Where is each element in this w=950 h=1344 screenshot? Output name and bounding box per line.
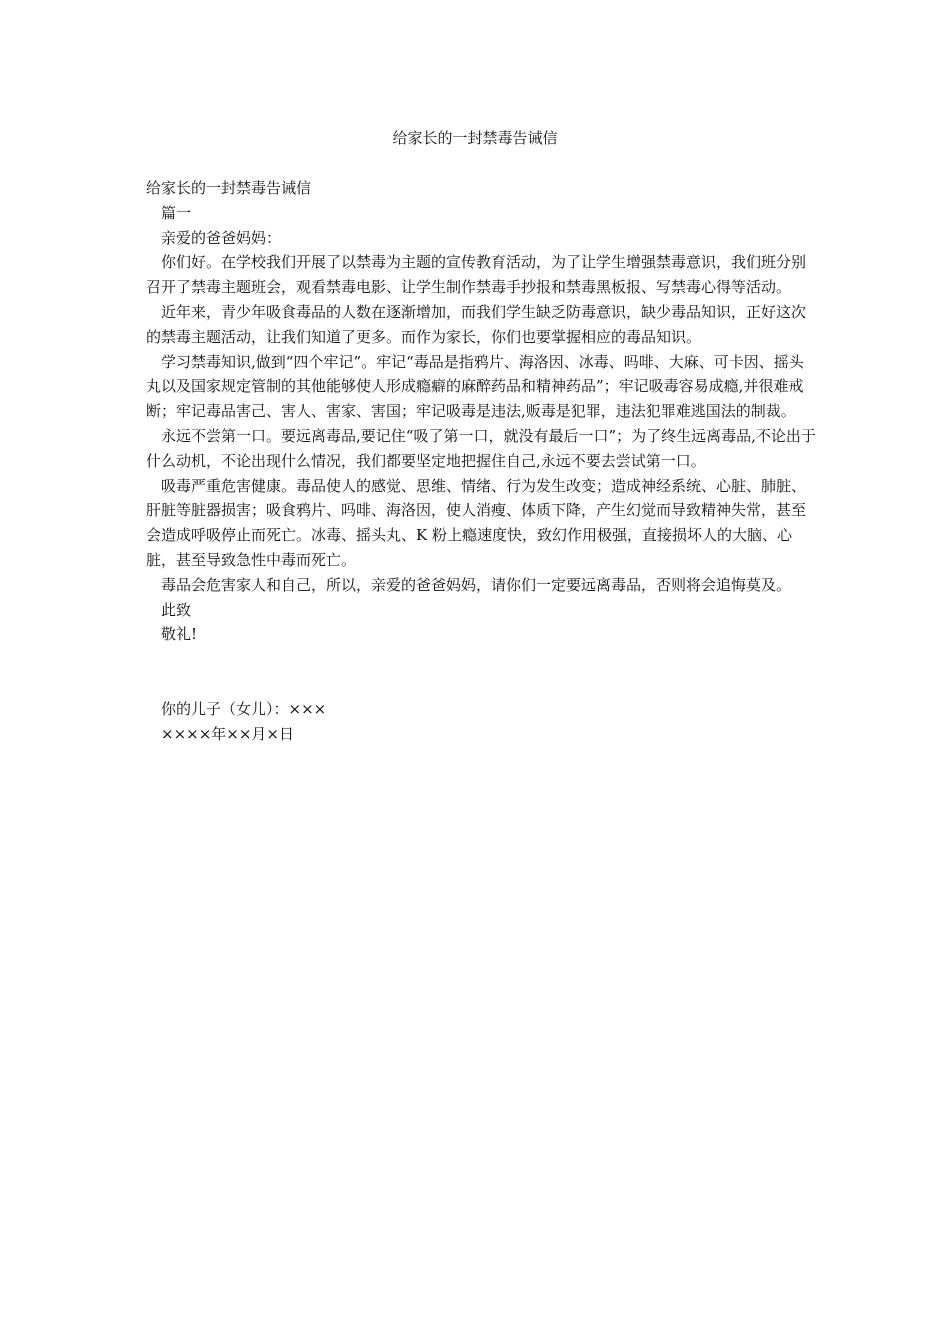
spacer [146,647,816,697]
signature: 你的儿子（女儿）：××× [161,700,327,719]
letter-heading: 给家长的一封禁毒告诫信 [146,179,312,197]
section-label: 篇一 [161,203,192,222]
paragraph: 近年来，青少年吸食毒品的人数在逐渐增加，而我们学生缺乏防毒意识，缺少毒品知识，正好这次的禁毒主题活动，让我们知道了更多。而作为家长，你们也要掌握相应的毒品知识。 [146,302,807,346]
paragraph: 永远不尝第一口。要远离毒品,要记住“吸了第一口，就没有最后一口”；为了终生远离毒品,不论出于什么动机，不论出现什么情况，我们都要坚定地把握住自己,永远不要去尝试第一口。 [146,426,816,470]
paragraph: 你们好。在学校我们开展了以禁毒为主题的宣传教育活动，为了让学生增强禁毒意识，我们班分别召开了禁毒主题班会，观看禁毒电影、让学生制作禁毒手抄报和禁毒黑板报、写禁毒心得等活动。 [146,253,807,297]
salutation: 亲爱的爸爸妈妈： [161,228,282,247]
paragraph: 学习禁毒知识,做到“四个牢记”。牢记“毒品是指鸦片、海洛因、冰毒、吗啡、大麻、可卡因、摇头丸以及国家规定管制的其他能够使人形成瘾癖的麻醉药品和精神药品”；牢记吸毒容易成瘾,并很难戒断；牢记毒品害己、害人、害家、害国；牢记吸毒是违法,贩毒是犯罪，违法犯罪难逃国法的制裁。 [146,352,804,421]
date-line: ××××年××月×日 [161,724,294,743]
paragraph: 吸毒严重危害健康。毒品使人的感觉、思维、情绪、行为发生改变；造成神经系统、心脏、肺脏、肝脏等脏器损害；吸食鸦片、吗啡、海洛因，使人消瘦、体质下降，产生幻觉而导致精神失常，甚至会造成呼吸停止而死亡。冰毒、摇头丸、K 粉上瘾速度快，致幻作用极强，直接损坏人的大脑、心脏，甚至导致急性中毒而死亡。 [146,476,807,569]
document-body [146,176,816,747]
paragraph: 毒品会危害家人和自己，所以，亲爱的爸爸妈妈，请你们一定要远离毒品，否则将会追悔莫及。 [161,575,792,594]
closing-line: 敬礼! [161,625,198,644]
closing-line: 此致 [161,600,192,619]
document-title: 给家长的一封禁毒告诫信 [392,129,558,147]
